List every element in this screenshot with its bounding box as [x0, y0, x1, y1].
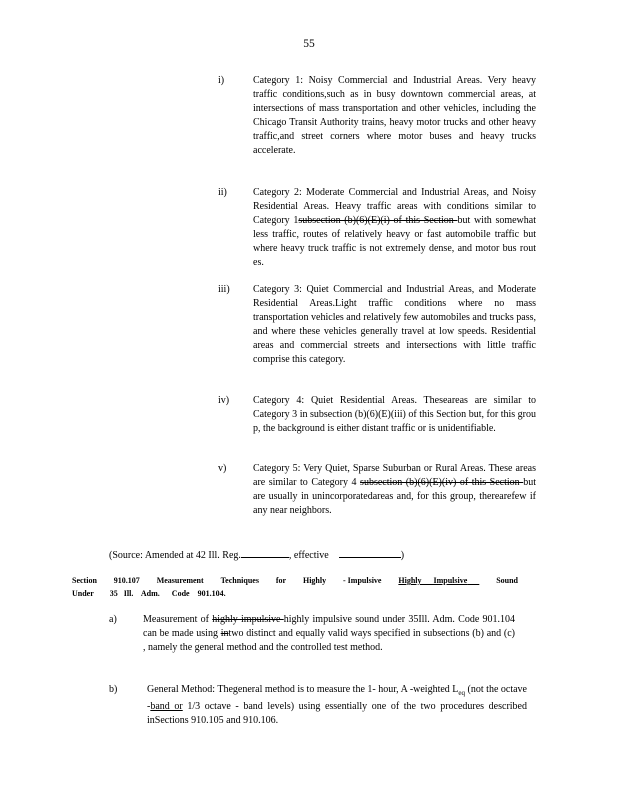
heading-word: Section [72, 576, 97, 585]
heading-word: Techniques [220, 576, 259, 585]
text-segment: Category 2: Moderate Commercial and Industrial Areas, and Noisy Residential Areas. Heavy traffic areas with conditions similar to Category 1 [253, 187, 536, 226]
item-number: ii) [218, 187, 227, 198]
text-segment: but with somewhat less traffic, routes of relatively heavy or fast automobile traffic but where heavy truck traffic is not extremely dense, and motor bus rout es. [253, 215, 536, 268]
item-number: a) [109, 614, 117, 625]
heading-word: - Impulsive [343, 576, 382, 585]
item-text [253, 186, 536, 270]
page-number: 55 [303, 38, 315, 50]
source-suffix: ) [400, 550, 405, 561]
deleted-text: subsection (b)(6)(E)(i) of this Section [298, 215, 458, 226]
text-segment: 1/3 octave - band levels) using essentially one of the two procedures described inSections 910.105 and 910.106. [147, 701, 527, 726]
heading-word: Under [72, 589, 94, 598]
item-number: iii) [218, 284, 230, 295]
heading-word: Adm. [140, 589, 160, 598]
item-number: i) [218, 75, 225, 86]
item-text [253, 462, 536, 518]
item-text: Category 3: Quiet Commercial and Industrial Areas, and Moderate Residential Areas.Light traffic conditions where no mass transportation vehicles and relatively few automobiles and trucks pass, and where these vehicles generally travel at low speeds. Residential areas and commercial streets and intersections with little traffic comprise this category. [253, 284, 536, 365]
item-number: v) [218, 463, 227, 474]
item-text: Category 1: Noisy Commercial and Industrial Areas. Very heavy traffic conditions,such as in busy downtown commercial areas, at intersections of mass transportation and other vehicles, including the Chicago Transit Authority trains, heavy motor trucks and other heavy traffic,and street corners where motor buses and heavy trucks accelerate. [253, 75, 536, 156]
text-segment: but are usually in unincorporatedareas and, for this group, therearefew if any near neighbors. [253, 477, 536, 516]
heading-word: 901.104. [197, 589, 226, 598]
source-middle: , effective [288, 550, 329, 561]
inserted-text: band or [150, 701, 183, 712]
deleted-text: in [220, 628, 229, 639]
subscript: eq [458, 689, 466, 697]
source-prefix: (Source: Amended at 42 Ill. Reg. [109, 550, 241, 561]
source-note [109, 546, 404, 563]
text-segment: highly impulsive sound under 35Ill. Adm. Code 901.104 can be made using [143, 614, 515, 639]
heading-word: Measurement [156, 576, 204, 585]
section-heading [72, 574, 518, 600]
inserted-text: Highly Impulsive [398, 576, 468, 585]
blank-line [241, 546, 289, 558]
heading-word: for [275, 576, 287, 585]
text-segment: Category 5: Very Quiet, Sparse Suburban or Rural Areas. These areas are similar to Category 4 [253, 463, 536, 488]
heading-word: 35 [109, 589, 118, 598]
deleted-text: highly impulsive [212, 614, 284, 625]
text-segment: General Method: Thegeneral method is to measure the 1- hour, A -weighted L [147, 684, 459, 695]
item-number: iv) [218, 395, 230, 406]
heading-word: Ill. [123, 589, 134, 598]
text-segment: (not the octave - [147, 684, 527, 712]
heading-word: Highly [302, 576, 327, 585]
heading-line-2 [72, 587, 518, 600]
heading-word: Sound [496, 576, 518, 585]
heading-word: 910.107 [113, 576, 140, 585]
item-number: b) [109, 684, 118, 695]
item-text: Category 4: Quiet Residential Areas. Theseareas are similar to Category 3 in subsection (b)(6)(E)(iii) of this Section but, for this grou p, the background is either distant traffic or is unidentifiable. [253, 395, 536, 434]
heading-line-1 [72, 574, 518, 587]
item-text [147, 683, 527, 728]
deleted-text: subsection (b)(6)(E)(iv) of this Section [360, 477, 524, 488]
text-segment: two distinct and equally valid ways specified in subsections (b) and (c) , namely the general method and the controlled test method. [143, 628, 515, 653]
heading-word: Code [171, 589, 190, 598]
blank-line [339, 546, 401, 558]
text-segment: Measurement of [143, 614, 213, 625]
item-text [143, 613, 515, 655]
